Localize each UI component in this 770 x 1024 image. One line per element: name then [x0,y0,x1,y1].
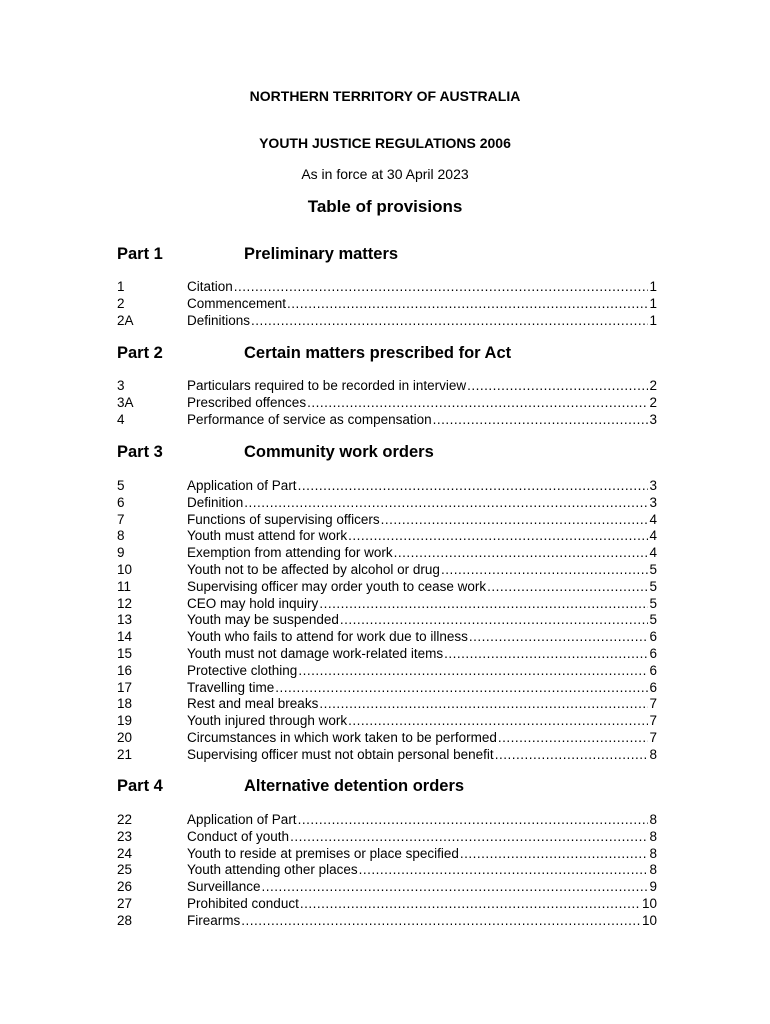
dot-leader [381,512,649,529]
section-title-cell [187,562,657,579]
section-title: Prescribed offences [187,394,307,410]
page-number: 7 [649,713,657,729]
toc-entry[interactable] [117,846,657,863]
toc-entry[interactable] [117,713,657,730]
section-title-cell [187,579,657,596]
toc-heading: Table of provisions [307,197,463,216]
toc-entry[interactable] [117,646,657,663]
page-number: 8 [649,812,657,827]
dot-leader [319,596,648,613]
dot-leader [394,545,649,562]
part-title: Certain matters prescribed for Act [244,344,512,362]
section-title-cell [187,378,657,395]
toc-entry[interactable] [117,680,657,697]
part-entries [117,812,657,930]
section-title: Youth injured through work [187,713,348,729]
toc-entry[interactable] [117,296,657,313]
section-title: Application of Part [187,478,297,493]
section-title: Commencement [187,295,287,311]
toc-entry[interactable] [117,612,657,629]
dot-leader [307,395,648,412]
part-entries [117,478,657,764]
toc-entry[interactable] [117,913,657,930]
section-title-cell [187,612,657,629]
dot-leader [460,846,649,863]
section-title: Particulars required to be recorded in interview [187,378,467,393]
page-number: 6 [649,629,657,645]
section-number: 3 [117,378,125,393]
section-number: 13 [117,612,133,628]
section-title-cell [187,713,657,730]
section-title: Youth who fails to attend for work due to illness [187,629,468,645]
section-title: Youth attending other places [187,862,358,878]
section-title: Supervising officer must not obtain personal benefit [187,746,494,762]
section-title: Exemption from attending for work [187,545,393,561]
page-number: 6 [649,662,657,678]
dot-leader [275,680,648,697]
page-number: 7 [649,729,657,745]
dot-leader [298,663,648,680]
section-title: Definition [187,494,244,510]
page-number: 8 [649,746,657,762]
toc-entry[interactable] [117,896,657,913]
section-title-cell [187,730,657,747]
page-number: 1 [649,312,657,328]
section-title: Functions of supervising officers [187,511,380,527]
section-number: 26 [117,879,133,895]
dot-leader [234,279,649,296]
section-title-cell [187,812,657,829]
section-title: Firearms [187,912,241,928]
section-number: 5 [117,478,125,493]
page-number: 6 [649,679,657,695]
section-title-cell [187,862,657,879]
page-number: 2 [649,378,657,393]
section-title-cell [187,545,657,562]
toc-entry[interactable] [117,879,657,896]
section-number: 4 [117,411,125,427]
section-title: Protective clothing [187,662,298,678]
section-title: CEO may hold inquiry [187,595,319,611]
toc-entry[interactable] [117,545,657,562]
part-heading [117,344,677,364]
section-title: Performance of service as compensation [187,411,432,427]
section-number: 14 [117,629,133,645]
section-title-cell [187,896,657,913]
toc-entry[interactable] [117,412,657,429]
section-title: Circumstances in which work taken to be performed [187,729,497,745]
dot-leader [469,629,649,646]
section-number: 2 [117,295,125,311]
section-number: 1 [117,279,125,294]
dot-leader [287,296,648,313]
section-title-cell [187,512,657,529]
section-title-cell [187,296,657,313]
section-number: 12 [117,595,133,611]
in-force-date: As in force at 30 April 2023 [301,166,469,182]
section-number: 24 [117,845,133,861]
page-number: 5 [649,578,657,594]
dot-leader [241,913,641,930]
dot-leader [359,862,649,879]
section-title: Supervising officer may order youth to cease work [187,578,487,594]
section-title: Application of Part [187,812,297,827]
dot-leader [298,812,649,829]
section-title: Rest and meal breaks [187,696,319,712]
section-number: 7 [117,511,125,527]
dot-leader [251,313,648,330]
section-number: 9 [117,545,125,561]
section-title-cell [187,279,657,296]
toc-entry[interactable] [117,829,657,846]
page-number: 1 [649,295,657,311]
section-number: 19 [117,713,133,729]
dot-leader [444,646,648,663]
toc-entry[interactable] [117,663,657,680]
page-number: 8 [649,862,657,878]
dot-leader [348,713,648,730]
part-number: Part 4 [117,777,163,795]
toc-entry[interactable] [117,313,657,330]
section-title-cell [187,680,657,697]
dot-leader [495,747,649,764]
page-number: 10 [641,912,657,928]
section-title: Youth may be suspended [187,612,339,628]
toc-entry[interactable] [117,528,657,545]
dot-leader [300,896,641,913]
page-number: 7 [649,696,657,712]
section-title: Youth to reside at premises or place specified [187,845,459,861]
part-heading [117,443,677,463]
jurisdiction-heading: NORTHERN TERRITORY OF AUSTRALIA [249,88,521,104]
dot-leader [348,528,648,545]
section-title-cell [187,629,657,646]
page-number: 10 [641,895,657,911]
toc-entry[interactable] [117,395,657,412]
section-title-cell [187,495,657,512]
page-number: 3 [649,411,657,427]
dot-leader [244,495,648,512]
dot-leader [433,412,649,429]
section-number: 2A [117,312,134,328]
section-title-cell [187,528,657,545]
section-title-cell [187,313,657,330]
section-title: Youth must not damage work-related items [187,645,444,661]
toc-entry[interactable] [117,596,657,613]
toc-entry[interactable] [117,279,657,296]
page-number: 5 [649,595,657,611]
section-number: 3A [117,394,134,410]
section-title-cell [187,913,657,930]
toc-entry[interactable] [117,579,657,596]
section-number: 6 [117,494,125,510]
page-number: 5 [649,612,657,628]
section-number: 21 [117,746,133,762]
section-title: Youth not to be affected by alcohol or drug [187,561,440,577]
dot-leader [319,696,648,713]
dot-leader [441,562,649,579]
section-number: 20 [117,729,133,745]
dot-leader [340,612,649,629]
page-number: 4 [649,545,657,561]
part-number: Part 2 [117,344,163,362]
section-number: 17 [117,679,133,695]
section-number: 23 [117,828,133,844]
part-number: Part 1 [117,245,163,263]
section-title-cell [187,596,657,613]
page-number: 6 [649,645,657,661]
toc-entry[interactable] [117,629,657,646]
section-number: 10 [117,561,133,577]
section-number: 15 [117,645,133,661]
section-title: Youth must attend for work [187,528,348,544]
toc-entry[interactable] [117,747,657,764]
page-number: 4 [649,511,657,527]
part-title: Community work orders [244,443,434,461]
section-title: Definitions [187,312,251,328]
toc-entry[interactable] [117,495,657,512]
part-title: Preliminary matters [244,245,399,263]
dot-leader [290,829,648,846]
section-title-cell [187,395,657,412]
regulations-title: YOUTH JUSTICE REGULATIONS 2006 [259,135,511,151]
page-number: 8 [649,845,657,861]
part-entries [117,378,657,428]
part-heading [117,777,677,797]
section-number: 25 [117,862,133,878]
section-title: Travelling time [187,679,275,695]
section-number: 27 [117,895,133,911]
section-title: Conduct of youth [187,828,290,844]
section-number: 28 [117,912,133,928]
section-title: Citation [187,279,233,294]
section-title-cell [187,829,657,846]
section-title-cell [187,696,657,713]
dot-leader [467,378,648,395]
page-number: 2 [649,394,657,410]
page-number: 4 [649,528,657,544]
part-title: Alternative detention orders [244,777,465,795]
toc-entry[interactable] [117,812,657,829]
toc-entry[interactable] [117,862,657,879]
toc-entry[interactable] [117,562,657,579]
section-title-cell [187,747,657,764]
section-title-cell [187,879,657,896]
dot-leader [498,730,649,747]
section-number: 22 [117,812,133,827]
section-title-cell [187,663,657,680]
part-heading [117,245,677,265]
page-number: 3 [649,494,657,510]
page-number: 8 [649,828,657,844]
page-number: 9 [649,879,657,895]
section-number: 16 [117,662,133,678]
part-number: Part 3 [117,443,163,461]
toc-entry[interactable] [117,730,657,747]
section-number: 18 [117,696,133,712]
page-number: 5 [649,561,657,577]
section-title-cell [187,478,657,495]
dot-leader [262,879,649,896]
section-title: Prohibited conduct [187,895,299,911]
dot-leader [298,478,649,495]
part-entries [117,279,657,329]
toc-entry[interactable] [117,478,657,495]
toc-entry[interactable] [117,378,657,395]
section-title-cell [187,412,657,429]
section-title-cell [187,646,657,663]
page-number: 3 [649,478,657,493]
toc-entry[interactable] [117,512,657,529]
section-title-cell [187,846,657,863]
section-title: Surveillance [187,879,261,895]
toc-entry[interactable] [117,696,657,713]
section-number: 11 [117,578,132,594]
section-number: 8 [117,528,125,544]
dot-leader [487,579,648,596]
page-number: 1 [649,279,657,294]
